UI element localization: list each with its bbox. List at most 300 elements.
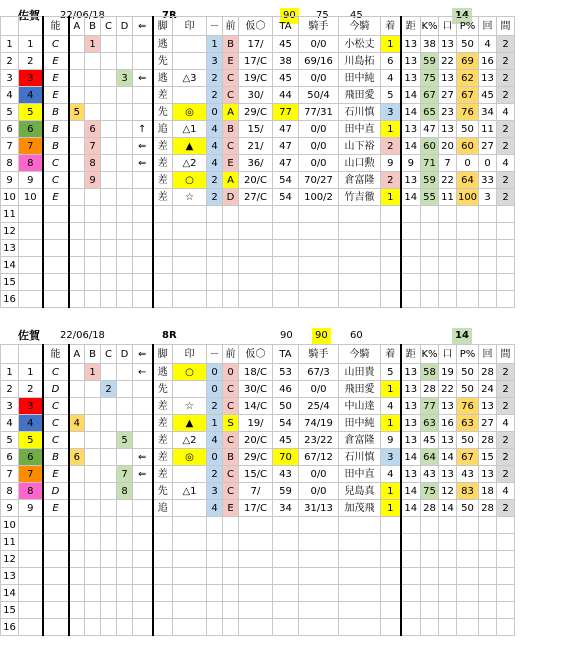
ability-grade-cell (43, 257, 69, 274)
distance-code-cell: 14 (401, 138, 421, 155)
mark-rank-cell: 0 (207, 449, 223, 466)
distance-code-cell: 13 (401, 432, 421, 449)
grade-d-cell (117, 206, 133, 223)
interval-cell: 2 (497, 138, 515, 155)
provisional-score-cell: 14/C (239, 398, 273, 415)
grade-a-cell: 4 (69, 415, 85, 432)
table-row[interactable] (1, 138, 515, 155)
k-percent-cell (421, 274, 439, 291)
count-cell: 11 (439, 189, 457, 206)
table-row[interactable] (1, 483, 515, 500)
table-row[interactable] (1, 53, 515, 70)
interval-cell: 2 (497, 500, 515, 517)
column-header-jockey-name: 今騎 (339, 17, 381, 36)
jockey-record-cell: 25/4 (299, 398, 339, 415)
position-arrow-cell (133, 36, 153, 53)
grade-d-cell (117, 415, 133, 432)
column-header-ta-score: TA (273, 17, 299, 36)
horse-number-cell (19, 240, 43, 257)
previous-grade-cell: E (223, 53, 239, 70)
table-row[interactable] (1, 415, 515, 432)
ta-score-cell: 54 (273, 415, 299, 432)
ability-grade-cell: D (43, 381, 69, 398)
provisional-score-cell: 20/C (239, 432, 273, 449)
table-row[interactable] (1, 87, 515, 104)
table-row[interactable] (1, 189, 515, 206)
empty-row (1, 291, 515, 308)
interval-cell: 2 (497, 432, 515, 449)
pace-1: 90 (280, 330, 293, 341)
grade-d-cell (117, 551, 133, 568)
distance-code-cell (401, 291, 421, 308)
previous-grade-cell (223, 585, 239, 602)
grade-a-cell (69, 155, 85, 172)
k-percent-cell (421, 517, 439, 534)
count-cell (439, 206, 457, 223)
table-row[interactable] (1, 449, 515, 466)
k-percent-cell: 77 (421, 398, 439, 415)
provisional-score-cell (239, 602, 273, 619)
k-percent-cell: 64 (421, 449, 439, 466)
ta-score-cell: 50 (273, 398, 299, 415)
mark-cell (173, 619, 207, 636)
finish-cell: 9 (381, 432, 401, 449)
grade-c-cell (101, 466, 117, 483)
jockey-name-cell: 田中直 (339, 121, 381, 138)
mark-cell (173, 240, 207, 257)
grade-b-cell (85, 240, 101, 257)
count-cell (439, 517, 457, 534)
ta-score-cell: 44 (273, 87, 299, 104)
p-percent-cell: 76 (457, 398, 479, 415)
grade-c-cell (101, 223, 117, 240)
distance-code-cell: 14 (401, 449, 421, 466)
grade-d-cell (117, 36, 133, 53)
grade-b-cell (85, 534, 101, 551)
previous-grade-cell: D (223, 189, 239, 206)
grade-a-cell (69, 121, 85, 138)
race-header (0, 328, 578, 344)
table-row[interactable] (1, 381, 515, 398)
interval-cell (497, 223, 515, 240)
empty-row (1, 534, 515, 551)
ta-score-cell: 47 (273, 121, 299, 138)
row-number-cell: 5 (1, 432, 19, 449)
grade-b-cell (85, 291, 101, 308)
times-cell: 11 (479, 121, 497, 138)
times-cell: 4 (479, 36, 497, 53)
interval-cell (497, 551, 515, 568)
distance-code-cell: 13 (401, 398, 421, 415)
grade-b-cell (85, 466, 101, 483)
mark-cell: △2 (173, 155, 207, 172)
mark-cell: △2 (173, 432, 207, 449)
previous-grade-cell (223, 291, 239, 308)
table-row[interactable] (1, 155, 515, 172)
running-style-cell (153, 206, 173, 223)
interval-cell (497, 257, 515, 274)
mark-rank-cell: 4 (207, 121, 223, 138)
previous-grade-cell: B (223, 449, 239, 466)
mark-cell (173, 602, 207, 619)
row-number-cell: 10 (1, 517, 19, 534)
column-header-mark: 印 (173, 17, 207, 36)
horse-number-cell: 9 (19, 500, 43, 517)
ability-grade-cell: E (43, 70, 69, 87)
horse-number-cell: 7 (19, 466, 43, 483)
column-header-grade-a: A (69, 345, 85, 364)
mark-rank-cell (207, 568, 223, 585)
venue-label: 佐賀 (18, 9, 40, 22)
venue-label: 佐賀 (18, 329, 40, 342)
ability-grade-cell (43, 602, 69, 619)
column-header-grade-b: B (85, 17, 101, 36)
column-header-p-percent: P% (457, 345, 479, 364)
previous-grade-cell (223, 602, 239, 619)
table-row[interactable] (1, 364, 515, 381)
jockey-record-cell (299, 517, 339, 534)
jockey-name-cell (339, 602, 381, 619)
previous-grade-cell: C (223, 432, 239, 449)
jockey-name-cell: 山田貴 (339, 364, 381, 381)
times-cell (479, 291, 497, 308)
grade-b-cell (85, 87, 101, 104)
running-style-cell: 先 (153, 381, 173, 398)
jockey-name-cell (339, 585, 381, 602)
table-row[interactable] (1, 70, 515, 87)
ta-score-cell: 46 (273, 381, 299, 398)
grade-b-cell (85, 551, 101, 568)
grade-c-cell (101, 602, 117, 619)
ta-score-cell (273, 206, 299, 223)
finish-cell: 9 (381, 155, 401, 172)
jockey-record-cell: 0/0 (299, 466, 339, 483)
position-arrow-cell (133, 517, 153, 534)
finish-cell: 6 (381, 53, 401, 70)
empty-row (1, 619, 515, 636)
jockey-record-cell: 31/13 (299, 500, 339, 517)
empty-row (1, 551, 515, 568)
horse-number-cell (19, 223, 43, 240)
provisional-score-cell: 15/C (239, 466, 273, 483)
ta-score-cell (273, 291, 299, 308)
distance-code-cell: 13 (401, 36, 421, 53)
grade-d-cell (117, 398, 133, 415)
p-percent-cell: 67 (457, 449, 479, 466)
row-number-cell: 7 (1, 138, 19, 155)
mark-cell (173, 87, 207, 104)
grade-d-cell (117, 257, 133, 274)
times-cell (479, 274, 497, 291)
column-header-grade-b: B (85, 345, 101, 364)
p-percent-cell (457, 223, 479, 240)
row-number-cell: 8 (1, 155, 19, 172)
count-cell: 7 (439, 155, 457, 172)
table-row[interactable] (1, 466, 515, 483)
provisional-score-cell: 19/ (239, 415, 273, 432)
ability-grade-cell (43, 291, 69, 308)
finish-cell (381, 534, 401, 551)
interval-cell: 2 (497, 449, 515, 466)
ta-score-cell (273, 534, 299, 551)
jockey-record-cell (299, 240, 339, 257)
position-arrow-cell: ⇐ (133, 155, 153, 172)
k-percent-cell (421, 223, 439, 240)
jockey-record-cell: 0/0 (299, 155, 339, 172)
mark-rank-cell (207, 257, 223, 274)
finish-cell: 4 (381, 466, 401, 483)
grade-d-cell: 8 (117, 483, 133, 500)
provisional-score-cell: 18/C (239, 364, 273, 381)
ta-score-cell (273, 568, 299, 585)
running-style-cell (153, 223, 173, 240)
times-cell (479, 223, 497, 240)
table-row[interactable] (1, 36, 515, 53)
ability-grade-cell: B (43, 449, 69, 466)
grade-b-cell (85, 568, 101, 585)
mark-rank-cell: 1 (207, 415, 223, 432)
p-percent-cell (457, 534, 479, 551)
horse-number-cell (19, 619, 43, 636)
table-row[interactable] (1, 500, 515, 517)
jockey-record-cell: 69/16 (299, 53, 339, 70)
race-number: 7R (162, 10, 177, 21)
distance-code-cell: 14 (401, 87, 421, 104)
column-header-k-percent: K% (421, 17, 439, 36)
ability-grade-cell: E (43, 500, 69, 517)
column-header-running-style: 脚 (153, 345, 173, 364)
provisional-score-cell: 7/ (239, 483, 273, 500)
times-cell: 13 (479, 398, 497, 415)
mark-rank-cell (207, 619, 223, 636)
mark-rank-cell: 0 (207, 381, 223, 398)
grade-d-cell (117, 602, 133, 619)
position-arrow-cell: ⇐ (133, 466, 153, 483)
count-cell (439, 551, 457, 568)
race-table (0, 16, 515, 308)
finish-cell: 2 (381, 172, 401, 189)
jockey-name-cell (339, 291, 381, 308)
jockey-record-cell: 0/0 (299, 70, 339, 87)
horse-number-cell: 2 (19, 53, 43, 70)
provisional-score-cell (239, 257, 273, 274)
grade-a-cell (69, 53, 85, 70)
date-label: 22/06/18 (60, 10, 105, 21)
count-cell: 19 (439, 364, 457, 381)
position-arrow-cell (133, 415, 153, 432)
ta-score-cell: 45 (273, 36, 299, 53)
grade-a-cell: 5 (69, 104, 85, 121)
row-number-cell: 16 (1, 619, 19, 636)
running-style-cell (153, 291, 173, 308)
previous-grade-cell (223, 619, 239, 636)
grade-b-cell: 7 (85, 138, 101, 155)
count-cell: 12 (439, 483, 457, 500)
jockey-name-cell: 竹吉徹 (339, 189, 381, 206)
running-style-cell: 先 (153, 104, 173, 121)
position-arrow-cell (133, 240, 153, 257)
table-row[interactable] (1, 398, 515, 415)
k-percent-cell (421, 551, 439, 568)
grade-c-cell (101, 500, 117, 517)
k-percent-cell (421, 568, 439, 585)
count-cell: 27 (439, 87, 457, 104)
mark-rank-cell: 2 (207, 172, 223, 189)
column-header-provisional-score: 仮〇 (239, 17, 273, 36)
position-arrow-cell (133, 104, 153, 121)
table-row[interactable] (1, 104, 515, 121)
finish-cell (381, 585, 401, 602)
row-number-cell: 4 (1, 87, 19, 104)
ta-score-cell: 59 (273, 483, 299, 500)
finish-cell: 5 (381, 87, 401, 104)
ability-grade-cell: B (43, 104, 69, 121)
jockey-name-cell: 田中純 (339, 415, 381, 432)
grade-b-cell (85, 415, 101, 432)
distance-code-cell: 13 (401, 172, 421, 189)
position-arrow-cell: ← (133, 364, 153, 381)
position-arrow-cell (133, 500, 153, 517)
jockey-record-cell: 100/2 (299, 189, 339, 206)
mark-rank-cell: 3 (207, 483, 223, 500)
ability-grade-cell (43, 534, 69, 551)
table-row[interactable] (1, 432, 515, 449)
k-percent-cell (421, 291, 439, 308)
interval-cell: 4 (497, 155, 515, 172)
column-header-row-number (1, 345, 19, 364)
distance-code-cell: 14 (401, 189, 421, 206)
horse-number-cell (19, 274, 43, 291)
grade-c-cell (101, 449, 117, 466)
mark-cell (173, 568, 207, 585)
row-number-cell: 6 (1, 449, 19, 466)
mark-rank-cell (207, 551, 223, 568)
empty-row (1, 517, 515, 534)
previous-grade-cell (223, 240, 239, 257)
finish-cell: 1 (381, 381, 401, 398)
p-percent-cell: 60 (457, 138, 479, 155)
interval-cell: 2 (497, 189, 515, 206)
ta-score-cell: 45 (273, 70, 299, 87)
finish-cell: 1 (381, 483, 401, 500)
provisional-score-cell: 29/C (239, 449, 273, 466)
grade-d-cell: 7 (117, 466, 133, 483)
distance-code-cell (401, 585, 421, 602)
row-number-cell: 6 (1, 121, 19, 138)
ta-score-cell: 47 (273, 155, 299, 172)
finish-cell (381, 551, 401, 568)
column-header-mark-rank: － (207, 17, 223, 36)
interval-cell (497, 619, 515, 636)
position-arrow-cell (133, 432, 153, 449)
k-percent-cell: 59 (421, 172, 439, 189)
mark-rank-cell: 0 (207, 364, 223, 381)
times-cell: 13 (479, 70, 497, 87)
row-number-cell: 5 (1, 104, 19, 121)
pace-2: 90 (312, 328, 331, 344)
previous-grade-cell: S (223, 415, 239, 432)
column-header-row (1, 17, 515, 36)
column-header-position-arrow: ⇐ (133, 345, 153, 364)
grade-c-cell (101, 240, 117, 257)
ta-score-cell: 47 (273, 138, 299, 155)
grade-c-cell (101, 568, 117, 585)
previous-grade-cell: E (223, 155, 239, 172)
row-number-cell: 8 (1, 483, 19, 500)
p-percent-cell (457, 257, 479, 274)
finish-cell (381, 274, 401, 291)
position-arrow-cell: ↑ (133, 121, 153, 138)
mark-rank-cell: 3 (207, 53, 223, 70)
grade-c-cell (101, 585, 117, 602)
grade-c-cell: 2 (101, 381, 117, 398)
mark-rank-cell (207, 223, 223, 240)
horse-number-cell: 5 (19, 104, 43, 121)
p-percent-cell: 64 (457, 172, 479, 189)
position-arrow-cell (133, 483, 153, 500)
ability-grade-cell: C (43, 155, 69, 172)
interval-cell: 2 (497, 398, 515, 415)
times-cell: 3 (479, 189, 497, 206)
jockey-record-cell (299, 568, 339, 585)
running-style-cell (153, 517, 173, 534)
grade-b-cell (85, 500, 101, 517)
provisional-score-cell: 30/ (239, 87, 273, 104)
table-row[interactable] (1, 121, 515, 138)
k-percent-cell: 38 (421, 36, 439, 53)
running-style-cell: 差 (153, 432, 173, 449)
p-percent-cell: 100 (457, 189, 479, 206)
grade-c-cell (101, 415, 117, 432)
ability-grade-cell (43, 568, 69, 585)
grade-a-cell (69, 432, 85, 449)
count-cell: 23 (439, 104, 457, 121)
running-style-cell (153, 240, 173, 257)
pace-2: 75 (316, 10, 329, 21)
distance-code-cell (401, 534, 421, 551)
ta-score-cell (273, 551, 299, 568)
position-arrow-cell (133, 53, 153, 70)
grade-a-cell (69, 138, 85, 155)
provisional-score-cell: 27/C (239, 189, 273, 206)
p-percent-cell: 50 (457, 121, 479, 138)
grade-a-cell (69, 257, 85, 274)
finish-cell: 2 (381, 138, 401, 155)
jockey-record-cell (299, 551, 339, 568)
provisional-score-cell (239, 585, 273, 602)
previous-grade-cell (223, 534, 239, 551)
mark-rank-cell: 2 (207, 87, 223, 104)
mark-cell (173, 500, 207, 517)
mark-rank-cell: 2 (207, 398, 223, 415)
mark-rank-cell (207, 585, 223, 602)
grade-c-cell (101, 53, 117, 70)
table-row[interactable] (1, 172, 515, 189)
distance-code-cell: 13 (401, 415, 421, 432)
previous-grade-cell: C (223, 398, 239, 415)
horse-number-cell: 3 (19, 398, 43, 415)
k-percent-cell: 67 (421, 87, 439, 104)
grade-c-cell (101, 206, 117, 223)
grade-c-cell (101, 36, 117, 53)
grade-a-cell (69, 381, 85, 398)
times-cell: 34 (479, 104, 497, 121)
jockey-record-cell (299, 274, 339, 291)
running-style-cell (153, 619, 173, 636)
position-arrow-cell: ⇐ (133, 138, 153, 155)
mark-rank-cell (207, 206, 223, 223)
finish-cell: 5 (381, 364, 401, 381)
